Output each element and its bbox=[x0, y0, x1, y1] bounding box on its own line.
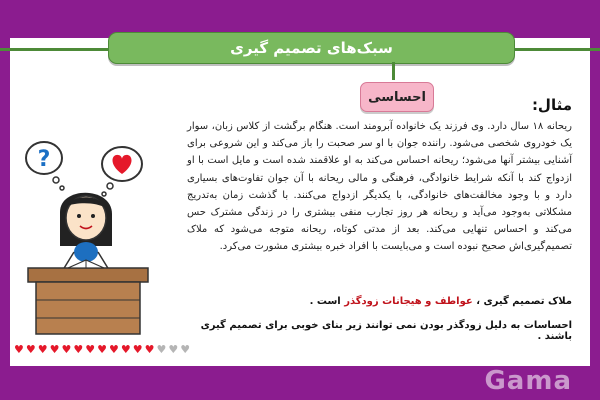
example-text: ریحانه ۱۸ سال دارد. وی فرزند یک خانواده آبرومند است. هنگام برگشت از کلاس زبان، سوار یک خودروی شخصی می‌شود. راننده جوان با او سر صحبت را باز می‌کند و این شروعی برای آشنایی بیشتر آنها می‌شود؛ ریحانه احساس می‌کند به او علاقمند شده است و مایل است با او ازدواج کند با آنکه شرایط خانوادگی، فرهنگی و مالی ریحانه با آن جوان تفاوت‌های بسیاری دارد و با وجود مخالفت‌های خانوادگی، با یکدیگر ازدواج می‌کنند. با گذشت زمان به‌تدریج مشکلاتی به‌وجود می‌آید و ریحانه هر روز تجارب منفی بیشتری را در زندگی مشترک حس می‌کند و احساس تنهایی می‌کند. بعد از مدتی کوتاه، ریحانه متوجه می‌شود که ملاک تصمیم‌گیری‌اش صحیح نبوده است و می‌بایست با افراد خبره بیشتری مشورت می‌کرد. bbox=[187, 121, 572, 253]
heart-icon: ♥ bbox=[85, 343, 96, 356]
example-heading: مثال: bbox=[531, 96, 572, 114]
heart-icon: ♥ bbox=[61, 343, 72, 356]
heart-icon: ♥ bbox=[168, 343, 179, 356]
heart-icon: ♥ bbox=[73, 343, 84, 356]
heart-icon: ♥ bbox=[97, 343, 107, 356]
slide-title bbox=[108, 32, 515, 64]
heart-icon: ♥ bbox=[132, 343, 143, 356]
desk bbox=[28, 260, 148, 334]
conclusion-line: احساسات به دلیل زودگذر بودن نمی توانند زیر بنای خوبی برای تصمیم گیری باشند . bbox=[200, 320, 572, 342]
criterion-line bbox=[187, 296, 572, 307]
heart-icon: ♥ bbox=[25, 343, 36, 356]
criterion-suffix: است . bbox=[309, 296, 341, 307]
heart-icon: ♥ bbox=[156, 343, 167, 356]
heart-icon: ♥ bbox=[120, 343, 131, 356]
category-tag-label: احساسی bbox=[368, 89, 426, 105]
category-tag bbox=[360, 82, 434, 112]
heart-icon: ♥ bbox=[49, 343, 60, 356]
criterion-highlight: عواطف و هیجانات زودگذر bbox=[344, 296, 473, 307]
heart-rating-row bbox=[14, 344, 190, 355]
svg-text:?: ? bbox=[37, 147, 51, 172]
slide-title-text: سبک‌های تصمیم گیری bbox=[230, 39, 393, 57]
heart-icon: ♥ bbox=[109, 343, 119, 356]
question-icon bbox=[26, 142, 64, 190]
heart-icon: ♥ bbox=[37, 343, 48, 356]
frame-left bbox=[0, 0, 10, 400]
girl-studying-illustration bbox=[14, 128, 164, 338]
heart-icon: ♥ bbox=[180, 343, 191, 356]
watermark-logo: Gama bbox=[484, 366, 572, 396]
heart-icon bbox=[102, 147, 142, 196]
heart-icon: ♥ bbox=[144, 343, 155, 356]
frame-right bbox=[590, 0, 600, 400]
criterion-prefix: ملاک تصمیم گیری ، bbox=[476, 296, 572, 307]
title-connector bbox=[392, 62, 395, 80]
heart-icon: ♥ bbox=[14, 343, 24, 356]
